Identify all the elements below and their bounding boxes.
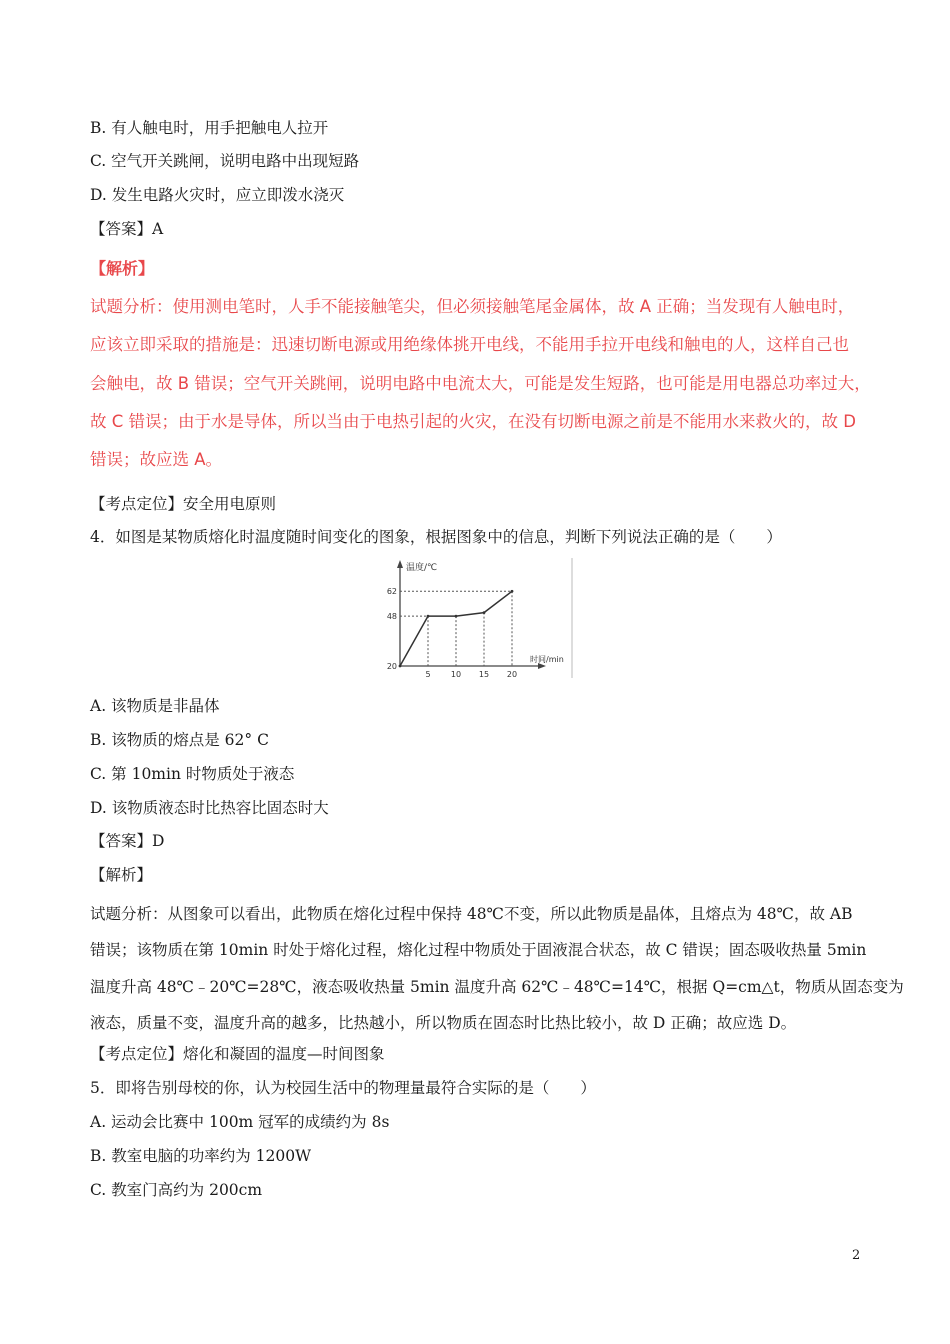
q4-answer: 【答案】D [90, 832, 165, 850]
q3-analysis-title: 【解析】 [90, 259, 155, 278]
q5-stem: 5．即将告别母校的你，认为校园生活中的物理量最符合实际的是（ ） [90, 1079, 596, 1097]
chart-y-tick-label: 48 [386, 612, 397, 622]
q4-option-a: A. 该物质是非晶体 [90, 697, 220, 715]
chart-ylabel: 温度/℃ [406, 563, 438, 573]
q5-option-c: C. 教室门高约为 200cm [90, 1181, 263, 1199]
q3-analysis-line: 会触电，故 B 错误；空气开关跳闸，说明电路中电流太大，可能是发生短路，也可能是用电器总功率过大， [90, 373, 871, 393]
chart-point [427, 615, 430, 618]
q5-option-b: B. 教室电脑的功率约为 1200W [90, 1147, 312, 1165]
q3-analysis-line: 试题分析：使用测电笔时，人手不能接触笔尖，但必须接触笔尾金属体，故 A 正确；当发现有人触电时， [90, 297, 855, 316]
q4-option-b: B. 该物质的熔点是 62° C [90, 731, 269, 749]
q3-exam-point: 【考点定位】安全用电原则 [90, 495, 277, 513]
q4-option-d: D. 该物质液态时比热容比固态时大 [90, 799, 329, 817]
q3-option-b: B. 有人触电时，用手把触电人拉开 [90, 119, 329, 137]
q4-analysis-line: 温度升高 48℃﹣20℃=28℃，液态吸收热量 5min 温度升高 62℃﹣48℃=14℃，根据 Q=cm△t，物质从固态变为 [90, 977, 904, 996]
q4-analysis-line: 试题分析：从图象可以看出，此物质在熔化过程中保持 48℃不变，所以此物质是晶体，且熔点为 48℃，故 AB [90, 905, 853, 923]
q3-analysis-line: 错误；故应选 A。 [90, 450, 223, 470]
chart-point [483, 611, 486, 614]
chart-y-arrow [397, 560, 403, 568]
chart-x-tick-label: 15 [478, 670, 490, 679]
page-number: 2 [852, 1248, 861, 1263]
q3-analysis-text [90, 288, 870, 479]
chart-xlabel: 时间/min [530, 655, 564, 664]
chart-x-tick-label: 10 [450, 670, 462, 679]
q3-answer: 【答案】A [90, 220, 164, 238]
q4-analysis-line: 液态，质量不变，温度升高的越多，比热越小，所以物质在固态时比热比较小，故 D 正确；故应选 D。 [90, 1013, 797, 1032]
chart-x-tick-label: 20 [506, 670, 518, 679]
q3-analysis-line: 故 C 错误；由于水是导体，所以当由于电热引起的火灾，在没有切断电源之前是不能用水来救火的，故 D [90, 411, 856, 431]
q3-analysis-line: 应该立即采取的措施是：迅速切断电源或用绝缘体挑开电线，不能用手拉开电线和触电的人，这样自己也 [90, 335, 849, 355]
chart-point [399, 665, 402, 668]
q3-option-c: C. 空气开关跳闸，说明电路中出现短路 [90, 152, 360, 170]
chart-point [455, 615, 458, 618]
q4-option-c: C. 第 10min 时物质处于液态 [90, 765, 295, 783]
chart-point [511, 590, 514, 593]
melting-curve-chart [380, 556, 580, 680]
chart-y-tick-label: 62 [386, 587, 397, 597]
q4-analysis-title: 【解析】 [90, 866, 153, 884]
q4-analysis-line: 错误；该物质在第 10min 时处于熔化过程，熔化过程中物质处于固液混合状态，故 C 错误；固态吸收热量 5min [90, 941, 867, 960]
chart-marks [387, 587, 517, 679]
chart-svg [380, 556, 580, 680]
q5-option-a: A. 运动会比赛中 100m 冠军的成绩约为 8s [90, 1113, 390, 1131]
chart-y-tick-label: 20 [386, 662, 397, 671]
q4-exam-point: 【考点定位】熔化和凝固的温度—时间图象 [90, 1045, 385, 1063]
chart-x-tick-label: 5 [425, 670, 431, 679]
q4-stem: 4．如图是某物质熔化时温度随时间变化的图象，根据图象中的信息，判断下列说法正确的是（ ） [90, 528, 782, 546]
q4-analysis-text [90, 896, 904, 1041]
q3-option-d: D. 发生电路火灾时，应立即泼水浇灭 [90, 186, 345, 204]
